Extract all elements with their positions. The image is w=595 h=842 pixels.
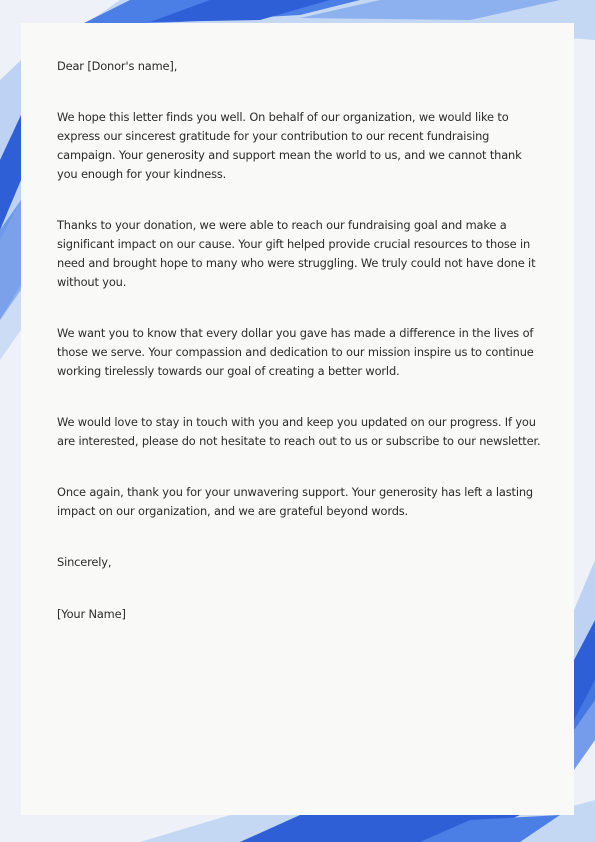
letter-paragraph-5: Once again, thank you for your unwavering support. Your generosity has left a lasting impact on our organization, and we are grateful beyond words. [57, 485, 534, 518]
letter-paragraph-1: We hope this letter finds you well. On behalf of our organization, we would like to express our sincerest gratitude for your contribution to our recent fundraising campaign. Your generosity and support mean the world to us, and we cannot thank you enough for your kindness. [57, 110, 522, 181]
letter-closing: Sincerely, [57, 555, 112, 569]
letter-paragraph-3: We want you to know that every dollar you gave has made a difference in the lives of those we serve. Your compassion and dedication to our mission inspire us to continue working tirelessly towards our goal of creating a better world. [57, 326, 534, 378]
letter-paragraph-2: Thanks to your donation, we were able to reach our fundraising goal and make a significant impact on our cause. Your gift helped provide crucial resources to those in need and brought hope to many who were struggling. We truly could not have done it without you. [57, 218, 536, 289]
letter-signature: [Your Name] [57, 607, 126, 621]
letter-paragraph-4: We would love to stay in touch with you and keep you updated on our progress. If you are interested, please do not hesitate to reach out to us or subscribe to our newsletter. [57, 415, 541, 448]
letter-body [57, 57, 542, 624]
letter-greeting: Dear [Donor's name], [57, 59, 178, 73]
